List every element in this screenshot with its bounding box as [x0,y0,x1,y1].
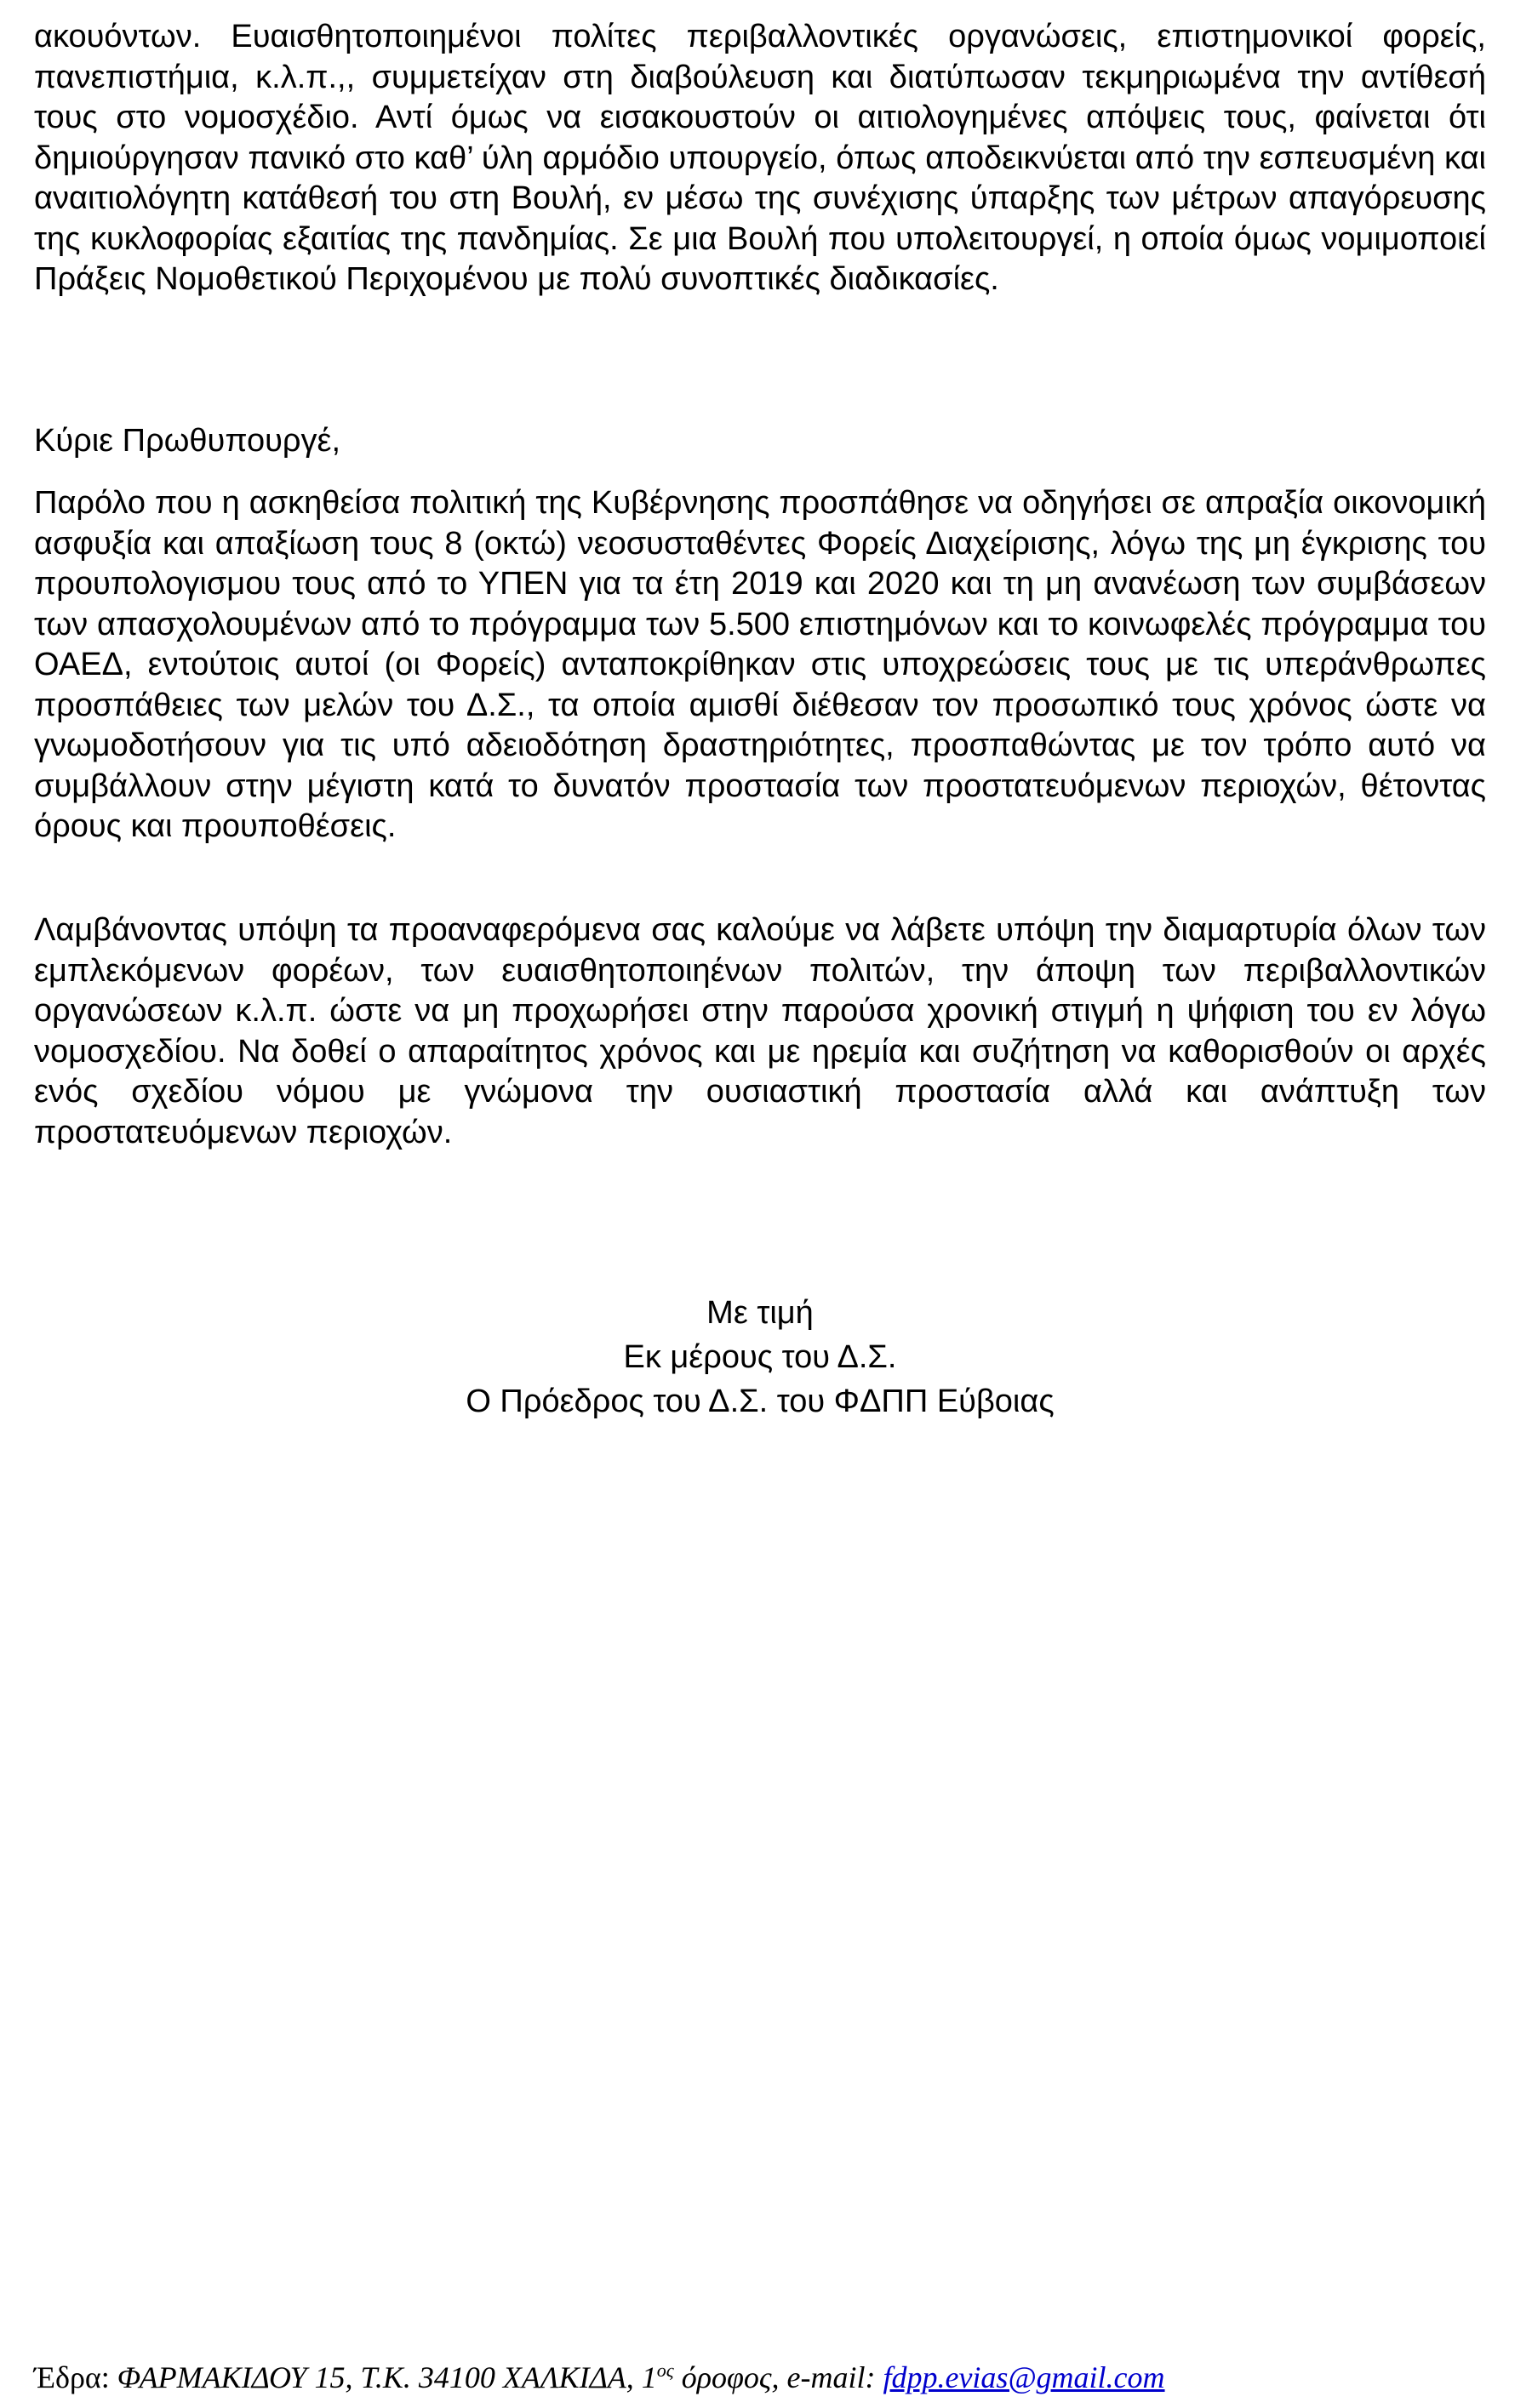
signature-title: Ο Πρόεδρος του Δ.Σ. του ΦΔΠΠ Εύβοιας [466,1384,1055,1419]
paragraph-request: Λαμβάνοντας υπόψη τα προαναφερόμενα σας καλούμε να λάβετε υπόψη την διαμαρτυρία όλων των εμπλεκόμενων φορέων, των ευαισθητοποιηένων πολιτών, την άποψη των περιβαλλοντικών οργανώσεων κ.λ.π. ώστε να μη προχωρήσει στην παρούσα χρονική στιγμή η ψήφιση του εν λόγω νομοσχεδίου. Να δοθεί ο απαραίτητος χρόνος και με ηρεμία και συζήτηση να καθορισθούν οι αρχές ενός σχεδίου νόμου με γνώμονα την ουσιαστική προστασία αλλά και ανάπτυξη των προστατευόμενων περιοχών. [34,912,1486,1150]
footer-email-link[interactable]: fdpp.evias@gmail.com [883,2360,1165,2394]
footer-address [34,2359,1165,2396]
footer-floor: όροφος, e-mail: [673,2360,883,2394]
paragraph-management-bodies: Παρόλο που η ασκηθείσα πολιτική της Κυβέρνησης προσπάθησε να οδηγήσει σε απραξία οικονομική ασφυξία και απαξίωση τους 8 (οκτώ) νεοσυσταθέντες Φορείς Διαχείρισης, λόγω της μη έγκρισης του προυπολογισμου τους από το ΥΠΕΝ για τα έτη 2019 και 2020 και τη μη ανανέωση των συμβάσεων των απασχολουμένων από το πρόγραμμα των 5.500 επιστημόνων και το κοινωφελές πρόγραμμα του ΟΑΕΔ, εντούτοις αυτοί (οι Φορείς) ανταποκρίθηκαν στις υποχρεώσεις τους με τις υπεράνθρωπες προσπάθειες των μελών του Δ.Σ., τα οποία αμισθί διέθεσαν τον προσωπικό τους χρόνος ώστε να γνωμοδοτήσουν για τις υπό αδειοδότηση δραστηριότητες, προσπαθώντας με τον τρόπο αυτό να συμβάλλουν στην μέγιστη κατά το δυνατόν προστασία των προστατευόμενων περιοχών, θέτοντας όρους και προυποθέσεις. [34,485,1486,844]
signature-closing: Με τιμή [706,1295,814,1331]
footer-label: Έδρα: [34,2360,117,2394]
signature-on-behalf: Εκ μέρους του Δ.Σ. [623,1339,897,1375]
footer-street: ΦΑΡΜΑΚΙΔΟΥ 15, Τ.Κ. 34100 ΧΑΛΚΙΔΑ, 1 [117,2360,657,2394]
footer-floor-superscript: ος [656,2359,674,2381]
paragraph-consultation: ακουόντων. Ευαισθητοποιημένοι πολίτες περιβαλλοντικές οργανώσεις, επιστημονικοί φορείς, πανεπιστήμια, κ.λ.π.,, συμμετείχαν στη διαβούλευση και διατύπωσαν τεκμηριωμένα την αντίθεσή τους στο νομοσχέδιο. Αντί όμως να εισακουστούν οι αιτιολογημένες απόψεις τους, φαίνεται ότι δημιούργησαν πανικό στο καθ’ ύλη αρμόδιο υπουργείο, όπως αποδεικνύεται από την εσπευσμένη και αναιτιολόγητη κατάθεσή του στη Βουλή, εν μέσω της συνέχισης ύπαρξης των μέτρων απαγόρευσης της κυκλοφορίας εξαιτίας της πανδημίας. Σε μια Βουλή που υπολειτουργεί, η οποία όμως νομιμοποιεί Πράξεις Νομοθετικού Περιχομένου με πολύ συνοπτικές διαδικασίες. [34,19,1486,297]
salutation: Κύριε Πρωθυπουργέ, [34,423,341,459]
